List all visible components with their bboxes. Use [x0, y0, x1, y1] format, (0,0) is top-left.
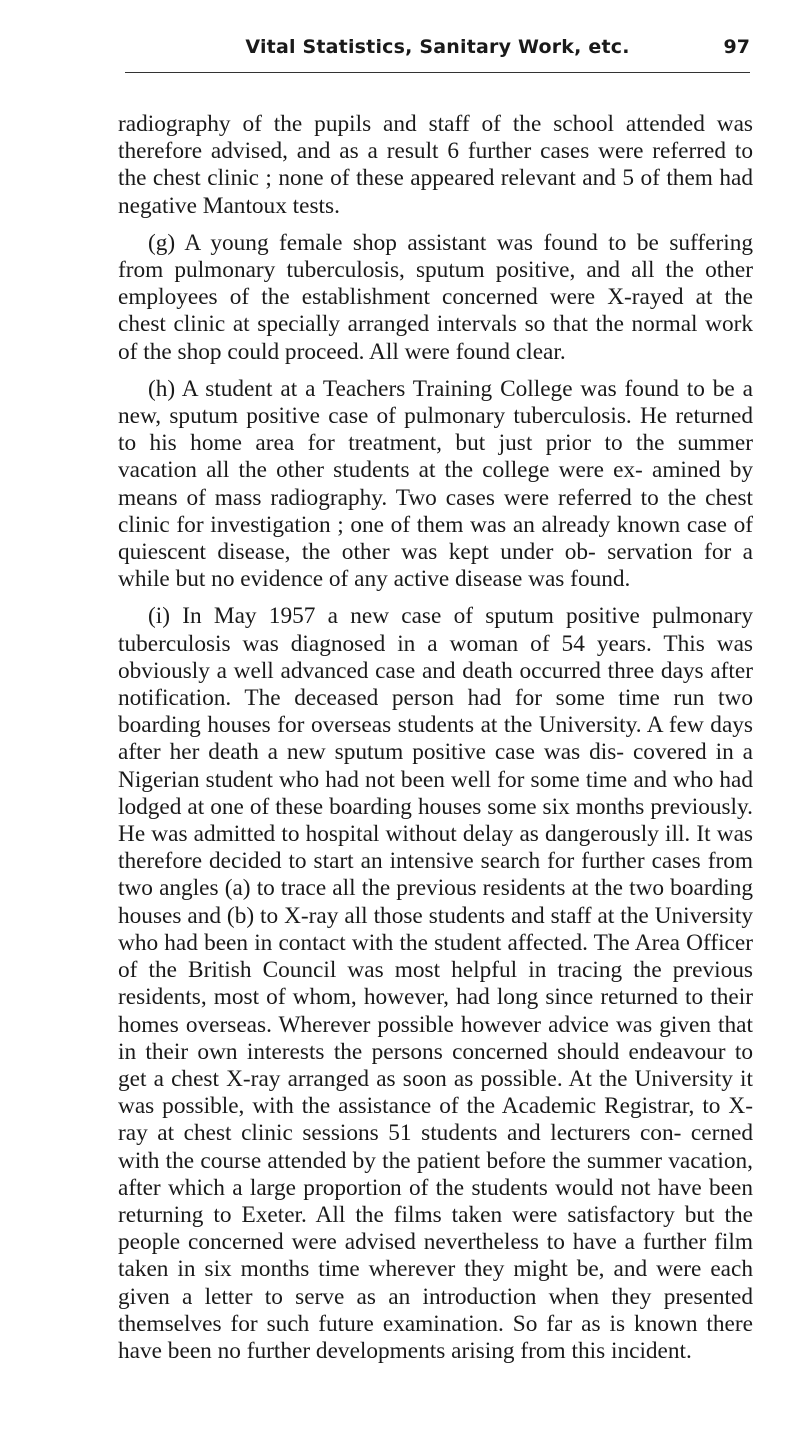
paragraph-g: (g) A young female shop assistant was found to be suffering from pulmonary tuberculosis, sputum positive, and all the other employees of the establishment concerned were X-rayed at the chest clinic at specially arranged intervals so that the normal work of the shop could proceed. All were found clear.: [118, 229, 753, 365]
paragraph-h: (h) A student at a Teachers Training College was found to be a new, sputum positive case of pulmonary tuberculosis. He returned to his home area for treatment, but just prior to the summer vacation all the other students at the college were ex- amined by means of mass radiography. Two cases were referred to the chest clinic for investigation ; one of them was an already known case of quiescent disease, the other was kept under ob- servation for a while but no evidence of any active disease was found.: [118, 375, 753, 593]
paragraph-continuation: radiography of the pupils and staff of the school attended was therefore advised, and as a result 6 further cases were referred to the chest clinic ; none of these appeared relevant and 5 of them had negative Mantoux tests.: [118, 111, 753, 219]
page-header: [125, 32, 750, 78]
header-rule: [125, 72, 750, 73]
body-text: [118, 111, 753, 1375]
page-number: 97: [723, 36, 750, 58]
running-title: Vital Statistics, Sanitary Work, etc.: [245, 36, 630, 58]
paragraph-i: (i) In May 1957 a new case of sputum positive pulmonary tuberculosis was diagnosed in a woman of 54 years. This was obviously a well advanced case and death occurred three days after notification. The deceased person had for some time run two boarding houses for overseas students at the University. A few days after her death a new sputum positive case was dis- covered in a Nigerian student who had not been well for some time and who had lodged at one of these boarding houses some six months previously. He was admitted to hospital without delay as dangerously ill. It was therefore decided to start an intensive search for further cases from two angles (a) to trace all the previous residents at the two boarding houses and (b) to X-ray all those students and staff at the University who had been in contact with the student affected. The Area Officer of the British Council was most helpful in tracing the previous residents, most of whom, however, had long since returned to their homes overseas. Wherever possible however advice was given that in their own interests the persons concerned should endeavour to get a chest X-ray arranged as soon as possible. At the University it was possible, with the assistance of the Academic Registrar, to X-ray at chest clinic sessions 51 students and lecturers con- cerned with the course attended by the patient before the summer vacation, after which a large proportion of the students would not have been returning to Exeter. All the films taken were satisfactory but the people concerned were advised nevertheless to have a further film taken in six months time wherever they might be, and were each given a letter to serve as an introduction when they presented themselves for such future examination. So far as is known there have been no further developments arising from this incident.: [118, 603, 753, 1364]
